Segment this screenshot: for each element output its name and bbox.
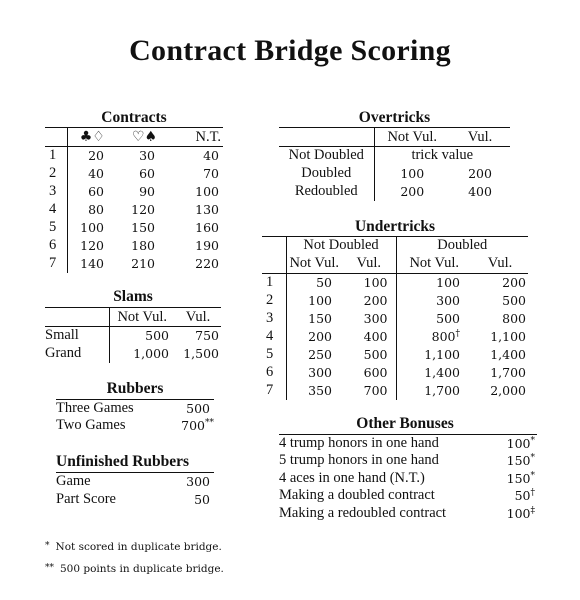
slams-col-notvul: Not Vul. <box>117 308 168 325</box>
contract-nt: 70 <box>203 166 219 181</box>
undertrick-count: 5 <box>262 346 286 364</box>
contract-minor: 60 <box>88 184 104 199</box>
contract-major: 180 <box>131 238 155 253</box>
undertricks-heading: Undertricks <box>354 218 436 235</box>
table-row <box>45 345 221 363</box>
contracts-col-nt: N.T. <box>195 128 221 145</box>
undertrick-nd-vul: 300 <box>342 310 396 328</box>
undertrick-nd-vul: 600 <box>342 364 396 382</box>
overtrick-vul: 200 <box>468 166 492 181</box>
bonus-value-cell <box>489 470 537 488</box>
table-row <box>262 382 528 400</box>
contract-minor: 20 <box>88 148 104 164</box>
table-row <box>56 417 214 434</box>
undertrick-nd-notvul: 200 <box>308 329 332 344</box>
undertrick-d-notvul: 100 <box>436 275 460 291</box>
table-row <box>279 470 537 488</box>
undertrick-d-notvul-cell <box>396 274 472 292</box>
contract-level: 3 <box>45 183 67 201</box>
bonus-value: 100 <box>506 436 531 451</box>
overtrick-span: trick value <box>411 147 474 164</box>
contract-level: 6 <box>45 237 67 255</box>
unfinished-label: Game <box>56 473 91 490</box>
contracts-col-level <box>45 128 67 147</box>
bonus-value: 150 <box>506 470 531 486</box>
undertrick-nd-notvul: 50 <box>316 275 332 291</box>
table-row <box>262 346 528 364</box>
table-row <box>262 292 528 310</box>
undertrick-d-notvul-cell <box>396 346 472 364</box>
contract-major: 150 <box>131 220 155 235</box>
contracts-col-major: ♡♠ <box>131 129 158 145</box>
undertrick-d-notvul-cell <box>396 310 472 328</box>
undertrick-d-notvul-cell <box>396 364 472 382</box>
page-title: Contract Bridge Scoring <box>129 34 451 67</box>
table-row <box>262 328 528 346</box>
undertricks-col-vul: Vul. <box>487 255 513 272</box>
table-row <box>262 364 528 382</box>
undertrick-d-vul: 500 <box>502 293 526 308</box>
undertricks-col-vul: Vul. <box>342 255 396 274</box>
contract-minor: 120 <box>80 238 104 253</box>
contract-major: 210 <box>131 256 155 271</box>
slam-vul: 750 <box>195 328 219 344</box>
slams-col-vul: Vul. <box>185 308 211 325</box>
contract-major: 90 <box>139 184 155 199</box>
table-row <box>279 435 537 453</box>
table-row <box>45 255 223 273</box>
table-row <box>56 491 214 509</box>
rubbers-table <box>56 399 214 434</box>
unfinished-label: Part Score <box>56 491 116 507</box>
overtrick-vul: 400 <box>468 184 492 199</box>
contract-nt: 160 <box>195 220 219 235</box>
unfinished-heading: Unfinished Rubbers <box>56 453 190 470</box>
contract-nt: 130 <box>195 202 219 217</box>
undertrick-d-notvul-cell <box>396 292 472 310</box>
table-row <box>45 183 223 201</box>
slam-notvul: 500 <box>145 328 169 344</box>
contracts-col-minor: ♣♢ <box>79 129 105 145</box>
undertrick-d-notvul: 500 <box>436 311 460 326</box>
footnote-mark: * <box>45 541 50 551</box>
table-row <box>45 165 223 183</box>
table-row <box>45 219 223 237</box>
bonus-mark: † <box>530 488 535 499</box>
undertrick-d-notvul-cell <box>396 382 472 400</box>
contract-nt: 220 <box>195 256 219 271</box>
table-row <box>279 183 510 201</box>
footnote-mark: ** <box>45 563 54 573</box>
footnote <box>45 563 224 575</box>
slam-label: Small <box>45 327 109 345</box>
contract-level: 1 <box>45 147 67 165</box>
bonus-label: Making a doubled contract <box>279 487 435 504</box>
bonus-value-cell <box>489 435 537 453</box>
contract-level: 4 <box>45 201 67 219</box>
slam-notvul: 1,000 <box>133 346 169 361</box>
other-bonuses-heading: Other Bonuses <box>356 415 454 432</box>
rubber-label: Three Games <box>56 400 134 416</box>
contract-major: 120 <box>131 202 155 217</box>
contracts-rows <box>45 147 223 273</box>
contract-minor: 80 <box>88 202 104 217</box>
bonus-mark: * <box>530 470 535 481</box>
unfinished-value: 300 <box>186 474 210 490</box>
overtricks-table <box>279 127 510 201</box>
bonus-value-cell <box>489 505 537 523</box>
rubber-value: 500 <box>186 401 210 416</box>
bonus-value: 100 <box>506 505 531 521</box>
undertrick-count: 4 <box>262 328 286 346</box>
table-row <box>45 147 223 165</box>
overtrick-notvul: 200 <box>400 184 425 199</box>
contracts-heading: Contracts <box>101 109 167 126</box>
undertrick-d-vul: 1,700 <box>490 365 526 380</box>
overtrick-label: Not Doubled <box>279 147 374 165</box>
undertrick-nd-notvul: 350 <box>308 383 332 398</box>
contract-level: 2 <box>45 165 67 183</box>
undertrick-count: 6 <box>262 364 286 382</box>
undertrick-count: 3 <box>262 310 286 328</box>
undertrick-d-notvul: 1,700 <box>424 383 460 398</box>
contract-minor: 140 <box>80 256 104 271</box>
bonus-value: 150 <box>506 453 531 469</box>
undertricks-group-not-doubled: Not Doubled <box>286 237 396 255</box>
slam-vul: 1,500 <box>183 346 219 361</box>
contract-level: 5 <box>45 219 67 237</box>
bonus-mark: * <box>530 435 535 446</box>
other-bonuses-table <box>279 434 537 522</box>
overtrick-notvul: 100 <box>400 166 425 181</box>
footnote <box>45 541 222 553</box>
table-row <box>45 201 223 219</box>
undertrick-nd-notvul: 100 <box>308 293 332 308</box>
undertricks-table <box>262 236 528 400</box>
bonus-value: 50 <box>514 488 531 504</box>
table-row <box>56 400 214 418</box>
table-row <box>279 147 510 165</box>
contract-nt: 190 <box>195 238 219 253</box>
overtricks-col-vul: Vul. <box>467 128 493 145</box>
bonus-mark: ‡ <box>530 505 535 516</box>
undertricks-rows <box>262 274 528 400</box>
table-row <box>262 310 528 328</box>
overtricks-col-notvul: Not Vul. <box>387 128 438 145</box>
rubber-label: Two Games <box>56 417 126 433</box>
unfinished-value: 50 <box>194 492 210 507</box>
undertrick-count: 2 <box>262 292 286 310</box>
undertrick-nd-vul: 400 <box>342 328 396 346</box>
table-row <box>279 165 510 183</box>
unfinished-table <box>56 472 214 509</box>
slams-heading: Slams <box>113 288 153 305</box>
slam-label: Grand <box>45 345 109 363</box>
contract-major: 30 <box>139 148 155 164</box>
undertrick-nd-notvul: 150 <box>308 311 332 326</box>
overtricks-heading: Overtricks <box>358 109 431 126</box>
undertrick-d-notvul: 300 <box>436 293 460 308</box>
contract-minor: 100 <box>80 220 104 235</box>
undertrick-d-vul: 200 <box>502 275 526 291</box>
contract-minor: 40 <box>88 166 104 181</box>
overtrick-label: Doubled <box>279 165 374 183</box>
rubber-mark: ** <box>205 417 214 428</box>
rubbers-heading: Rubbers <box>106 380 164 397</box>
bonus-label: 5 trump honors in one hand <box>279 452 439 469</box>
bonus-label: Making a redoubled contract <box>279 504 447 521</box>
undertrick-nd-vul: 700 <box>342 382 396 400</box>
undertrick-count: 7 <box>262 382 286 400</box>
footnote-text: 500 points in duplicate bridge. <box>60 563 224 575</box>
contract-nt: 100 <box>195 184 219 199</box>
undertrick-d-notvul: 800 <box>431 329 456 344</box>
undertrick-d-vul: 800 <box>502 311 526 326</box>
undertrick-nd-vul: 100 <box>342 274 396 292</box>
other-bonuses-rows <box>279 435 537 523</box>
contracts-table <box>45 127 223 273</box>
slams-table <box>45 307 221 363</box>
undertricks-col-notvul: Not Vul. <box>409 255 460 272</box>
undertrick-d-vul: 1,100 <box>490 329 526 344</box>
contract-nt: 40 <box>203 148 219 164</box>
undertrick-d-notvul-cell <box>396 328 472 346</box>
table-row <box>279 452 537 470</box>
contract-level: 7 <box>45 255 67 273</box>
undertrick-nd-notvul: 250 <box>308 347 332 362</box>
contract-major: 60 <box>139 166 155 181</box>
undertrick-count: 1 <box>262 274 286 292</box>
undertrick-d-notvul: 1,400 <box>424 365 460 380</box>
table-row <box>262 274 528 292</box>
bonus-mark: * <box>530 453 535 464</box>
rubber-value: 700 <box>181 418 205 433</box>
table-row <box>279 487 537 505</box>
footnote-text: Not scored in duplicate bridge. <box>55 541 222 553</box>
table-row <box>56 473 214 491</box>
bonus-label: 4 aces in one hand (N.T.) <box>279 469 425 486</box>
undertrick-d-vul: 2,000 <box>490 383 526 398</box>
table-row <box>45 237 223 255</box>
undertrick-d-notvul: 1,100 <box>424 347 460 362</box>
table-row <box>45 327 221 345</box>
undertrick-nd-vul: 500 <box>342 346 396 364</box>
undertrick-d-vul: 1,400 <box>490 347 526 362</box>
bonus-label: 4 trump honors in one hand <box>279 435 439 451</box>
overtrick-label: Redoubled <box>279 183 374 201</box>
undertricks-col-notvul: Not Vul. <box>289 255 340 272</box>
undertrick-nd-vul: 200 <box>342 292 396 310</box>
undertrick-nd-notvul: 300 <box>308 365 332 380</box>
bonus-value-cell <box>489 452 537 470</box>
bonus-value-cell <box>489 487 537 505</box>
undertrick-mark: † <box>455 328 460 339</box>
table-row <box>279 505 537 523</box>
undertricks-group-doubled: Doubled <box>437 237 488 254</box>
